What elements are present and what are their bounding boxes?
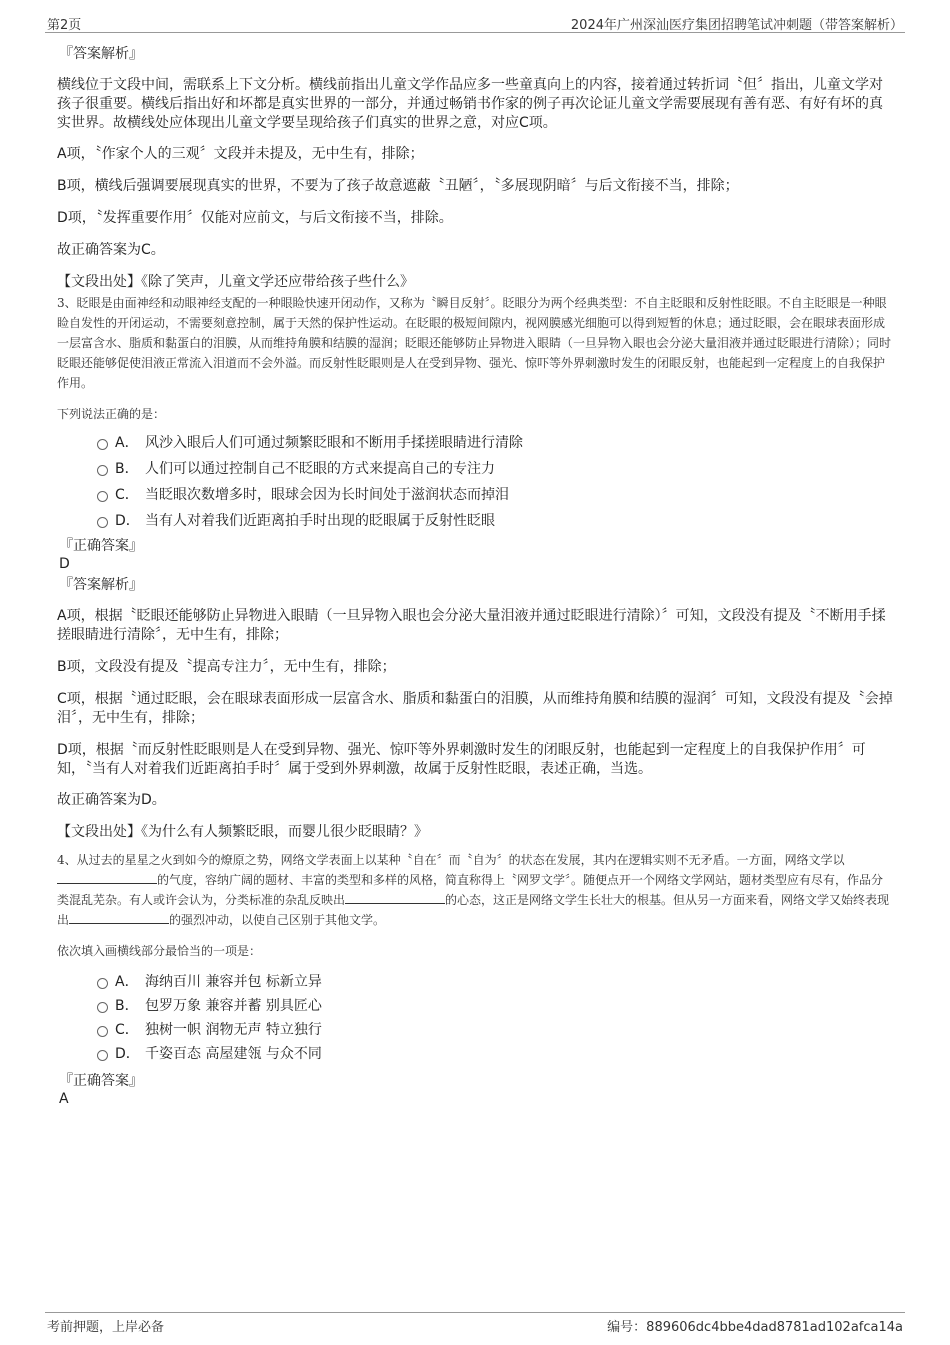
option-text: 千姿百态 高屋建瓴 与众不同 [145, 1046, 322, 1062]
option-text: 独树一帜 润物无声 特立独行 [145, 1022, 322, 1038]
page-footer [45, 1312, 905, 1335]
option-text: 人们可以通过控制自己不眨眼的方式来提高自己的专注力 [145, 461, 495, 477]
option-text: 当有人对着我们近距离拍手时出现的眨眼属于反射性眨眼 [145, 513, 495, 529]
option-letter: B． [115, 998, 139, 1014]
q2-analysis-para: B项，横线后强调要展现真实的世界，不要为了孩子故意遮蔽〝丑陋〞，〝多展现阴暗〞与后文衔接不当，排除； [57, 178, 739, 194]
radio-button[interactable] [97, 1026, 108, 1037]
q2-analysis-para: A项，〝作家个人的三观〞文段并未提及，无中生有，排除； [57, 146, 424, 162]
q4-option-c[interactable] [57, 1020, 893, 1044]
option-letter: D． [115, 1046, 140, 1062]
q4-option-b[interactable] [57, 996, 893, 1020]
radio-button[interactable] [97, 1002, 108, 1013]
q3-answer-label: 『正确答案』 [59, 538, 143, 554]
radio-button[interactable] [97, 517, 108, 528]
q2-conclusion: 故正确答案为C。 [57, 242, 165, 258]
q2-analysis-para: D项，〝发挥重要作用〞仅能对应前文，与后文衔接不当，排除。 [57, 210, 453, 226]
q2-source: 【文段出处】《除了笑声，儿童文学还应带给孩子些什么》 [57, 274, 414, 290]
option-letter: D． [115, 513, 140, 529]
q4-prompt: 依次填入画横线部分最恰当的一项是： [57, 944, 262, 958]
q4-stem: 4、从过去的星星之火到如今的燎原之势，网络文学表面上以某种〝自在〞而〝自为〞的状态在发展，其内在逻辑实则不无矛盾。一方面，网络文学以的气度，容纳广阔的题材、丰富的类型和多样的风格，简直称得上〝网罗文学〞。随便点开一个网络文学网站，题材类型应有尽有，作品分类混乱芜杂。有人或许会认为，分类标准的杂乱反映出 的心态，这正是网络文学生长壮大的根基。但从另一方面来看，网络文学又始终表现出 的强烈冲动，以使自己区别于其他文学。 [57, 853, 890, 927]
document-body [57, 44, 893, 1108]
q4-option-a[interactable] [57, 972, 893, 996]
fill-blank [57, 871, 157, 884]
q4-answer: A [59, 1091, 69, 1107]
fill-blank [345, 891, 445, 904]
document-title: 2024年广州深汕医疗集团招聘笔试冲刺题（带答案解析） [570, 18, 903, 33]
option-letter: C． [115, 487, 139, 503]
q2-analysis-label: 『答案解析』 [59, 46, 143, 62]
page-number: 第2页 [47, 18, 82, 33]
q4-option-d[interactable] [57, 1044, 893, 1068]
q3-option-a[interactable] [57, 433, 893, 459]
option-text: 风沙入眼后人们可通过频繁眨眼和不断用手揉搓眼睛进行清除 [145, 435, 523, 451]
q3-analysis-para: A项，根据〝眨眼还能够防止异物进入眼睛（一旦异物入眼也会分泌大量泪液并通过眨眼进行清除）〞可知，文段没有提及〝不断用手揉搓眼睛进行清除〞，无中生有，排除； [57, 608, 886, 643]
q3-option-b[interactable] [57, 459, 893, 485]
radio-button[interactable] [97, 491, 108, 502]
q3-analysis-para: B项，文段没有提及〝提高专注力〞，无中生有，排除； [57, 659, 396, 675]
option-letter: A． [115, 435, 139, 451]
q3-conclusion: 故正确答案为D。 [57, 792, 166, 808]
radio-button[interactable] [97, 465, 108, 476]
option-letter: B． [115, 461, 139, 477]
q3-option-c[interactable] [57, 485, 893, 511]
option-text: 当眨眼次数增多时，眼球会因为长时间处于滋润状态而掉泪 [145, 487, 509, 503]
option-letter: C． [115, 1022, 139, 1038]
q3-answer: D [59, 556, 70, 572]
q3-analysis-para: D项，根据〝而反射性眨眼则是人在受到异物、强光、惊吓等外界刺激时发生的闭眼反射，也能起到一定程度上的自我保护作用〞可知，〝当有人对着我们近距离拍手时〞属于受到外界刺激，故属于反射性眨眼，表述正确，当选。 [57, 742, 866, 777]
document-id: 编号：889606dc4bbe4dad8781ad102afca14a [607, 1320, 903, 1335]
q3-analysis-label: 『答案解析』 [59, 577, 143, 593]
radio-button[interactable] [97, 978, 108, 989]
q3-source: 【文段出处】《为什么有人频繁眨眼，而婴儿很少眨眼睛？》 [57, 824, 428, 840]
q4-answer-label: 『正确答案』 [59, 1073, 143, 1089]
q3-prompt: 下列说法正确的是： [57, 407, 166, 421]
q3-options [57, 433, 893, 537]
q3-analysis-para: C项，根据〝通过眨眼，会在眼球表面形成一层富含水、脂质和黏蛋白的泪膜，从而维持角膜和结膜的湿润〞可知，文段没有提及〝会掉泪〞，无中生有，排除； [57, 691, 893, 726]
page-header [45, 14, 905, 33]
q3-option-d[interactable] [57, 511, 893, 537]
footer-slogan: 考前押题，上岸必备 [47, 1320, 165, 1335]
q3-stem: 3、眨眼是由面神经和动眼神经支配的一种眼睑快速开闭动作，又称为〝瞬目反射〞。眨眼分为两个经典类型：不自主眨眼和反射性眨眼。不自主眨眼是一种眼睑自发性的开闭运动，不需要刻意控制，属于天然的保护性运动。在眨眼的极短间隙内，视网膜感光细胞可以得到短暂的休息；通过眨眼，会在眼球表面形成一层富含水、脂质和黏蛋白的泪膜，从而维持角膜和结膜的湿润；眨眼还能够防止异物进入眼睛（一旦异物入眼也会分泌大量泪液并通过眨眼进行清除）；同时眨眼还能够促使泪液正常流入泪道而不会外溢。而反射性眨眼则是人在受到异物、强光、惊吓等外界刺激时发生的闭眼反射，也能起到一定程度上的自我保护作用。 [57, 296, 892, 390]
option-letter: A． [115, 974, 139, 990]
radio-button[interactable] [97, 439, 108, 450]
q2-analysis-para: 横线位于文段中间，需联系上下文分析。横线前指出儿童文学作品应多一些童真向上的内容，接着通过转折词〝但〞指出，儿童文学对孩子很重要。横线后指出好和坏都是真实世界的一部分，并通过畅销书作家的例子再次论证儿童文学需要展现有善有恶、有好有坏的真实世界。故横线处应体现出儿童文学要呈现给孩子们真实的世界之意，对应C项。 [57, 77, 883, 131]
radio-button[interactable] [97, 1050, 108, 1061]
option-text: 海纳百川 兼容并包 标新立异 [145, 974, 322, 990]
q4-options [57, 972, 893, 1068]
option-text: 包罗万象 兼容并蓄 别具匠心 [145, 998, 322, 1014]
fill-blank [69, 911, 169, 924]
